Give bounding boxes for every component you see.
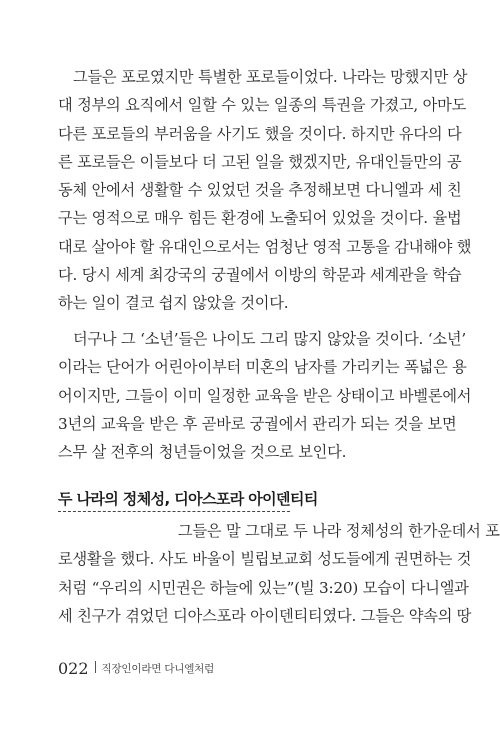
footer-separator (95, 661, 96, 673)
text-line: 다. 당시 세계 최강국의 궁궐에서 이방의 학문과 세계관을 학습 (58, 266, 462, 285)
text-line: 처럼 “우리의 시민권은 하늘에 있는”(빌 3:20) 모습이 다니엘과 (58, 578, 469, 597)
text-line: 어이지만, 그들이 이미 일정한 교육을 받은 상태이고 바벨론에서 (58, 386, 472, 405)
running-book-title: 직장인이라면 다니엘처럼 (101, 663, 215, 675)
text-line: 이라는 단어가 어린아이부터 미혼의 남자를 가리키는 폭넓은 용 (58, 358, 467, 377)
text-line: 대 정부의 요직에서 일할 수 있는 일종의 특권을 가졌고, 아마도 (58, 96, 467, 115)
page-number: 022 (58, 659, 89, 678)
text-line: 다른 포로들의 부러움을 사기도 했을 것이다. 하지만 유다의 다 (58, 124, 462, 143)
section-heading: 두 나라의 정체성, 디아스포라 아이덴티티 (58, 490, 318, 508)
text-line: 3년의 교육을 받은 후 곧바로 궁궐에서 관리가 되는 것을 보면 (58, 414, 457, 433)
text-line: 른 포로들은 이들보다 더 고된 일을 했겠지만, 유대인들만의 공 (58, 152, 462, 171)
text-line: 로생활을 했다. 사도 바울이 빌립보교회 성도들에게 권면하는 것 (58, 550, 472, 569)
paragraph-2 (58, 325, 472, 466)
paragraph-1 (58, 63, 472, 318)
text-line: 구는 영적으로 매우 힘든 환경에 노출되어 있었을 것이다. 율법 (58, 209, 462, 228)
text-line: 그들은 포로였지만 특별한 포로들이었다. 나라는 망했지만 상 (58, 68, 468, 86)
text-line: 동체 안에서 생활할 수 있었던 것을 추정해보면 다니엘과 세 친 (58, 181, 462, 200)
heading-dashed-rule (58, 511, 290, 512)
text-line: 더구나 그 ‘소년’들은 나이도 그리 많지 않았을 것이다. ‘소년’ (58, 330, 466, 348)
text-line: 스무 살 전후의 청년들이었을 것으로 보인다. (58, 443, 347, 462)
text-line: 세 친구가 겪었던 디아스포라 아이덴티티였다. 그들은 약속의 땅 (58, 606, 472, 625)
text-line: 그들은 말 그대로 두 나라 정체성의 한가운데서 포 (58, 522, 500, 540)
text-line: 하는 일이 결코 쉽지 않았을 것이다. (58, 294, 289, 313)
text-line: 대로 살아야 할 유대인으로서는 엄청난 영적 고통을 감내해야 했 (58, 237, 472, 256)
page-footer (58, 659, 214, 678)
paragraph-3 (58, 517, 500, 630)
